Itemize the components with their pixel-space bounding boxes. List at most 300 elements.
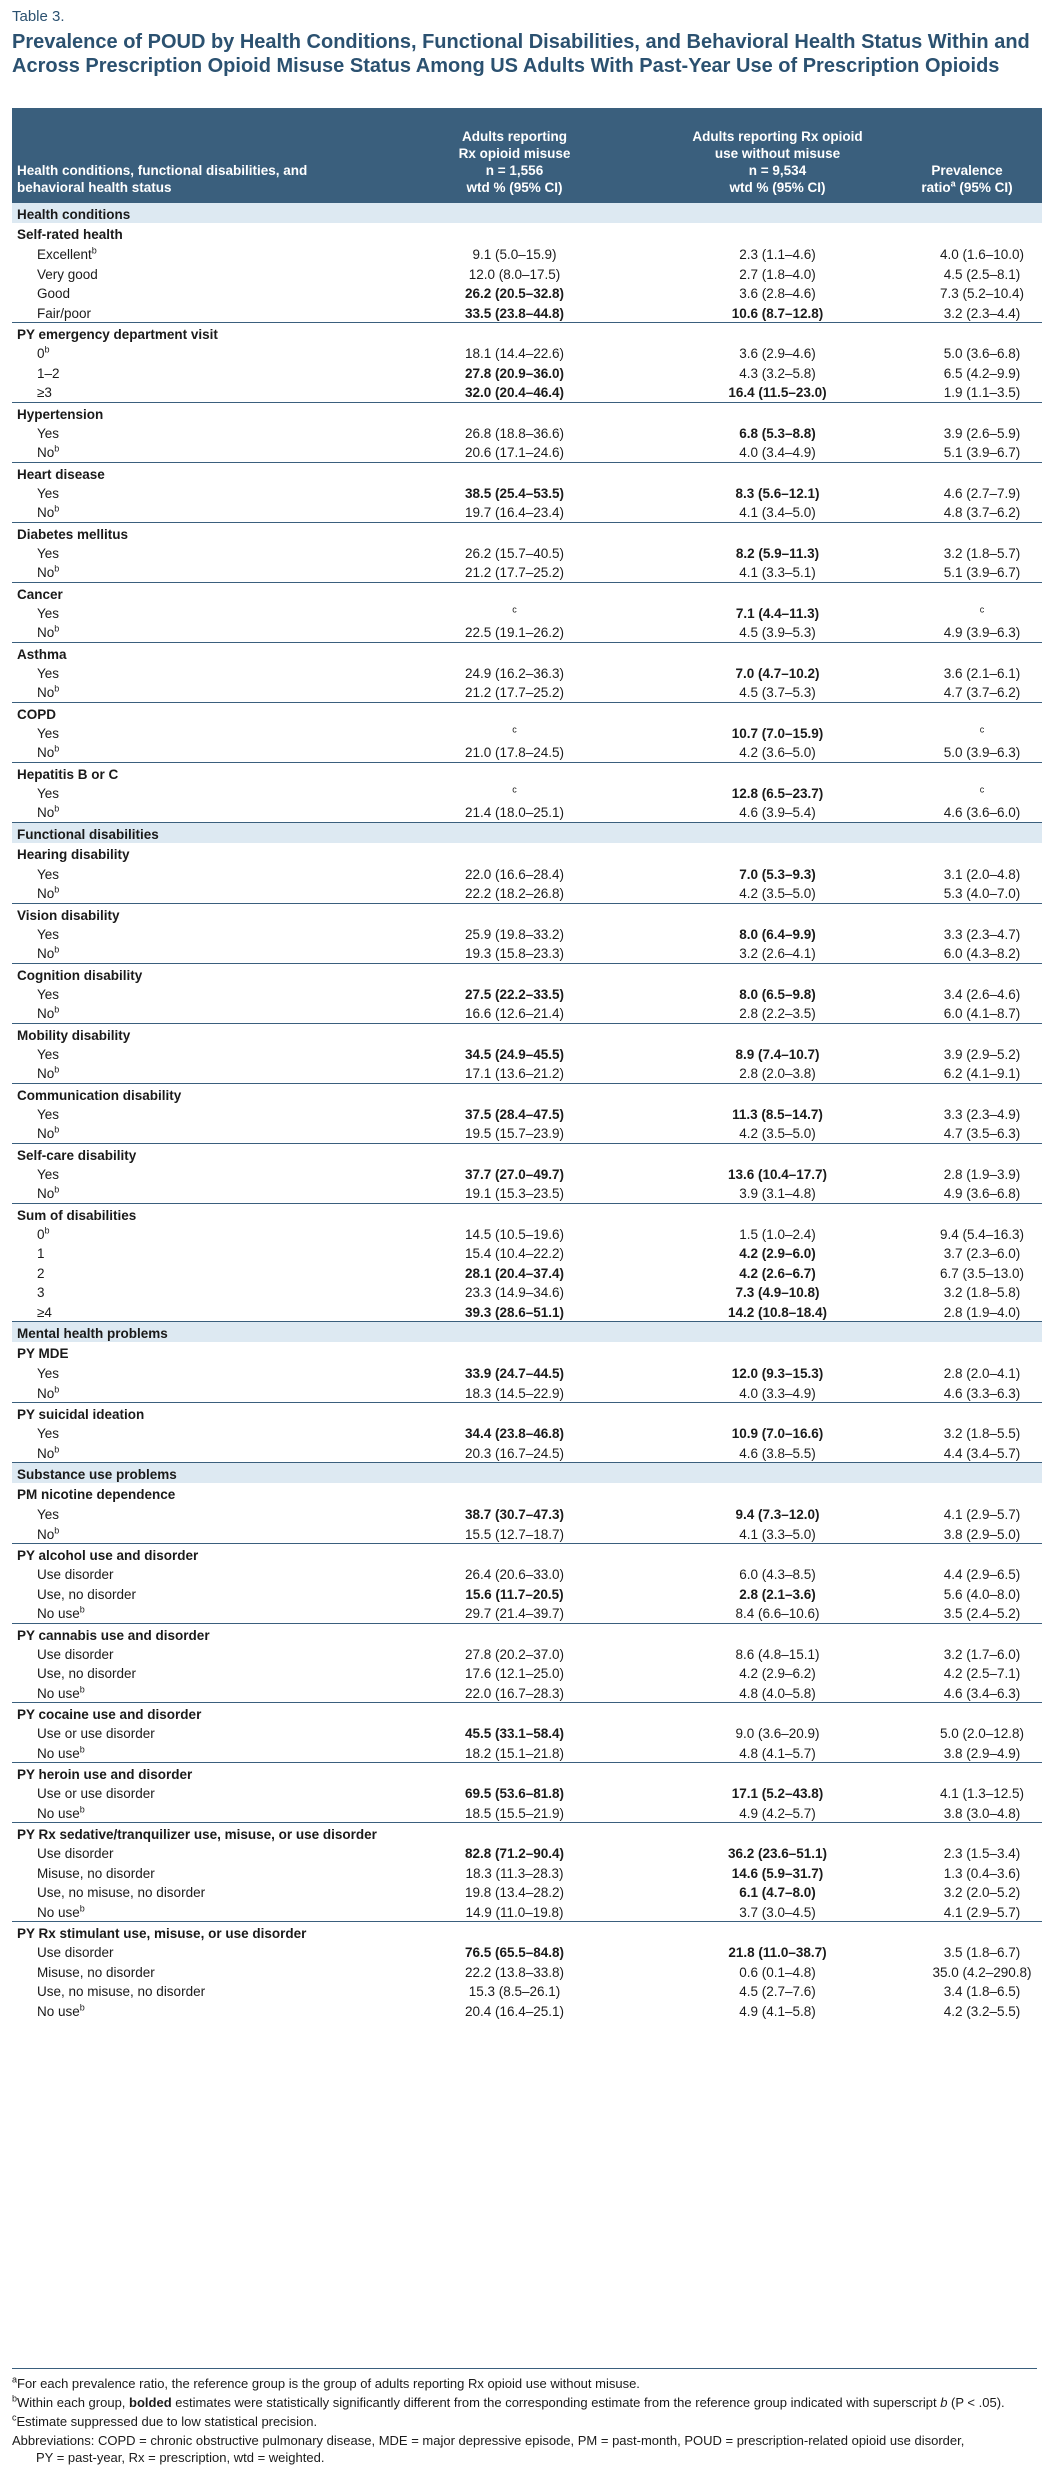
no-misuse-value: 4.2 (3.6–5.0) xyxy=(739,745,816,760)
row-label-text: Yes xyxy=(37,926,60,942)
row-label xyxy=(37,445,59,460)
group-label: PM nicotine dependence xyxy=(17,1487,176,1502)
misuse-value: 33.9 (24.7–44.5) xyxy=(464,1366,565,1381)
header-line: n = 1,556 xyxy=(485,163,544,178)
no-misuse-value: 3.6 (2.8–4.6) xyxy=(739,286,816,301)
footnote-a xyxy=(12,2375,1037,2392)
no-misuse-value: 14.2 (10.8–18.4) xyxy=(727,1304,828,1320)
group-label: Hypertension xyxy=(17,406,104,422)
row-label xyxy=(37,726,59,741)
prevalence-ratio-value: 4.0 (1.6–10.0) xyxy=(939,247,1025,262)
no-misuse-value: 4.8 (4.0–5.8) xyxy=(739,1685,816,1701)
row-label-text: No xyxy=(37,946,55,961)
reference-marker: b xyxy=(54,563,60,574)
misuse-value: 9.1 (5.0–15.9) xyxy=(472,247,557,262)
misuse-value xyxy=(422,726,607,741)
reference-marker: b xyxy=(54,1525,60,1535)
no-misuse-value: 4.0 (3.4–4.9) xyxy=(739,445,816,460)
table-label: Table 3. xyxy=(12,8,65,25)
table-row xyxy=(12,603,1042,623)
reference-marker: b xyxy=(54,1184,60,1195)
misuse-value: 26.8 (18.8–36.6) xyxy=(464,425,565,441)
group-label: Diabetes mellitus xyxy=(17,526,129,542)
misuse-value: 21.4 (18.0–25.1) xyxy=(464,805,565,820)
row-label xyxy=(37,1507,59,1522)
no-misuse-value: 3.6 (2.9–4.6) xyxy=(739,346,816,361)
table-header xyxy=(12,108,1042,202)
group-header xyxy=(12,1822,1042,1843)
no-misuse-value: 4.2 (3.5–5.0) xyxy=(739,1126,816,1141)
prevalence-ratio-value: 4.7 (3.7–6.2) xyxy=(943,685,1021,700)
header-ratio-ci: (95% CI) xyxy=(955,180,1013,195)
table-body xyxy=(12,202,1042,2020)
table-row xyxy=(12,1663,1042,1683)
no-misuse-value: 2.3 (1.1–4.6) xyxy=(739,247,816,262)
no-misuse-value: 4.0 (3.3–4.9) xyxy=(739,1385,816,1401)
prevalence-ratio-value: 35.0 (4.2–290.8) xyxy=(932,1964,1032,1980)
row-label-text: No xyxy=(37,1526,55,1542)
table-row xyxy=(12,1902,1042,1922)
table-row xyxy=(12,483,1042,503)
table-row xyxy=(12,423,1042,443)
no-misuse-value: 17.1 (5.2–43.8) xyxy=(731,1786,824,1801)
table-row xyxy=(12,682,1042,702)
header-line: Adults reporting Rx opioid xyxy=(692,129,863,144)
no-misuse-value: 12.0 (9.3–15.3) xyxy=(731,1366,824,1381)
footnote-b-bold: bolded xyxy=(129,2395,172,2410)
group-header xyxy=(12,1083,1042,1104)
prevalence-ratio-value: 6.2 (4.1–9.1) xyxy=(943,1066,1021,1081)
suppressed-marker: c xyxy=(512,784,517,794)
row-label-text: No xyxy=(37,1385,55,1401)
prevalence-ratio-value: 6.0 (4.1–8.7) xyxy=(943,1006,1021,1021)
row-label-text: 1–2 xyxy=(37,365,60,381)
row-label xyxy=(37,565,59,580)
row-label xyxy=(37,606,59,621)
no-misuse-value: 9.4 (7.3–12.0) xyxy=(735,1507,820,1522)
row-label xyxy=(37,1305,52,1320)
table-row xyxy=(12,1224,1042,1244)
prevalence-ratio-value: 4.6 (2.7–7.9) xyxy=(943,485,1021,501)
group-header xyxy=(12,223,1042,244)
no-misuse-value: 6.1 (4.7–8.0) xyxy=(739,1885,816,1900)
abbreviations xyxy=(12,2432,1037,2466)
row-label-text: Yes xyxy=(37,665,60,681)
footnote-b xyxy=(12,2394,1037,2411)
row-label xyxy=(37,267,98,282)
row-label xyxy=(37,1567,114,1582)
misuse-value: 37.5 (28.4–47.5) xyxy=(464,1106,565,1122)
prevalence-ratio-value: 3.4 (1.8–6.5) xyxy=(943,1984,1021,1999)
misuse-value: 20.4 (16.4–25.1) xyxy=(464,2003,565,2019)
misuse-value: 21.2 (17.7–25.2) xyxy=(464,565,565,580)
section-label: Substance use problems xyxy=(17,1467,177,1482)
table-row xyxy=(12,1423,1042,1443)
prevalence-ratio-value: 3.2 (2.3–4.4) xyxy=(943,305,1021,321)
prevalence-ratio-value: 6.7 (3.5–13.0) xyxy=(939,1265,1025,1281)
row-label xyxy=(37,247,97,262)
no-misuse-value: 6.8 (5.3–8.8) xyxy=(739,425,816,441)
prevalence-ratio-value: 4.2 (3.2–5.5) xyxy=(943,2003,1021,2019)
row-label-text: No xyxy=(37,1066,55,1081)
no-misuse-value: 4.9 (4.2–5.7) xyxy=(739,1805,816,1821)
row-label xyxy=(37,745,59,760)
group-header xyxy=(12,1623,1042,1644)
row-label-text: No xyxy=(37,565,55,580)
row-label xyxy=(37,486,59,501)
group-label: Cognition disability xyxy=(17,967,143,983)
table-row xyxy=(12,663,1042,683)
prevalence-ratio-value: 3.3 (2.3–4.7) xyxy=(943,926,1021,942)
table-row xyxy=(12,1063,1042,1083)
group-header xyxy=(12,1921,1042,1942)
no-misuse-value: 1.5 (1.0–2.4) xyxy=(739,1226,816,1242)
no-misuse-value: 8.0 (6.5–9.8) xyxy=(739,986,816,1002)
no-misuse-value: 12.8 (6.5–23.7) xyxy=(731,785,824,801)
no-misuse-value: 7.0 (4.7–10.2) xyxy=(735,665,820,681)
no-misuse-value: 4.1 (3.3–5.0) xyxy=(739,1526,816,1542)
header-line: Rx opioid misuse xyxy=(458,146,571,161)
no-misuse-value: 4.5 (3.7–5.3) xyxy=(739,685,816,700)
reference-marker: b xyxy=(54,884,60,895)
row-label-text: Yes xyxy=(37,1106,60,1122)
prevalence-ratio-value: 4.4 (3.4–5.7) xyxy=(943,1445,1021,1461)
table-row xyxy=(12,1882,1042,1902)
table-row xyxy=(12,1584,1042,1604)
footnotes xyxy=(12,2368,1037,2468)
row-label-text: No xyxy=(37,1006,55,1021)
row-label-text: Yes xyxy=(37,545,60,561)
table-row xyxy=(12,742,1042,762)
group-label: COPD xyxy=(17,706,57,722)
table-row xyxy=(12,303,1042,323)
suppressed-marker: c xyxy=(512,604,517,614)
prevalence-ratio-value: 3.2 (2.0–5.2) xyxy=(943,1885,1021,1900)
prevalence-ratio-value: 1.9 (1.1–3.5) xyxy=(943,385,1021,400)
prevalence-ratio-value: 5.0 (3.9–6.3) xyxy=(943,745,1021,760)
row-label-text: Yes xyxy=(37,986,60,1002)
table-row xyxy=(12,1843,1042,1863)
reference-marker: b xyxy=(79,2002,85,2012)
row-label-text: Yes xyxy=(37,1426,60,1441)
row-label xyxy=(37,1984,205,1999)
table-row xyxy=(12,622,1042,642)
no-misuse-value: 8.3 (5.6–12.1) xyxy=(735,485,820,501)
reference-marker: b xyxy=(54,803,60,814)
header-line: Health conditions, functional disabilities, and xyxy=(17,163,308,178)
prevalence-ratio-value: 5.0 (2.0–12.8) xyxy=(939,1726,1025,1741)
reference-marker: b xyxy=(54,623,60,634)
footnote-b-marker: b xyxy=(12,2393,18,2404)
misuse-value: 32.0 (20.4–46.4) xyxy=(464,385,565,400)
group-label: PY heroin use and disorder xyxy=(17,1767,193,1782)
table-row xyxy=(12,1962,1042,1982)
row-label-text: No xyxy=(37,1445,55,1461)
prevalence-ratio-value: 5.1 (3.9–6.7) xyxy=(943,565,1021,580)
row-label xyxy=(37,1786,155,1801)
reference-marker: b xyxy=(54,1064,60,1075)
misuse-value: 19.1 (15.3–23.5) xyxy=(464,1186,565,1201)
reference-marker: b xyxy=(79,1604,85,1615)
no-misuse-value: 2.7 (1.8–4.0) xyxy=(739,266,816,282)
table-row xyxy=(12,1863,1042,1883)
no-misuse-value: 6.0 (4.3–8.5) xyxy=(739,1567,816,1582)
row-label-text: No xyxy=(37,625,55,640)
row-label-text: Use disorder xyxy=(37,1945,114,1960)
row-label xyxy=(37,1446,59,1461)
prevalence-ratio-value: 5.1 (3.9–6.7) xyxy=(943,445,1021,460)
row-label xyxy=(37,1866,155,1881)
row-label-text: No use xyxy=(37,1805,80,1821)
header-col-ratio xyxy=(892,162,1042,196)
row-label-text: Use, no misuse, no disorder xyxy=(37,1885,206,1900)
no-misuse-value: 4.2 (2.9–6.0) xyxy=(739,1246,816,1261)
prevalence-ratio-value: 3.9 (2.9–5.2) xyxy=(943,1046,1021,1062)
table-row xyxy=(12,883,1042,903)
group-header xyxy=(12,462,1042,483)
row-label-text: Misuse, no disorder xyxy=(37,1964,155,1980)
row-label-text: No use xyxy=(37,2003,80,2019)
misuse-value: 14.9 (11.0–19.8) xyxy=(465,1904,564,1920)
table-row xyxy=(12,343,1042,363)
row-label xyxy=(37,1107,59,1122)
misuse-value: 38.5 (25.4–53.5) xyxy=(464,485,565,501)
group-header xyxy=(12,1203,1042,1224)
row-label xyxy=(37,1285,45,1300)
misuse-value: 15.5 (12.7–18.7) xyxy=(464,1526,565,1542)
reference-marker: b xyxy=(54,503,60,514)
misuse-value: 27.8 (20.9–36.0) xyxy=(464,365,565,381)
row-label xyxy=(37,1806,85,1821)
misuse-value: 22.5 (19.1–26.2) xyxy=(464,625,565,640)
row-label-text: Use disorder xyxy=(37,1846,114,1861)
no-misuse-value: 13.6 (10.4–17.7) xyxy=(727,1166,828,1182)
prevalence-ratio-value: 2.8 (1.9–3.9) xyxy=(943,1166,1021,1182)
row-label xyxy=(37,1126,59,1141)
no-misuse-value: 7.3 (4.9–10.8) xyxy=(735,1285,820,1300)
prevalence-ratio-value: 6.0 (4.3–8.2) xyxy=(943,946,1021,961)
table-row xyxy=(12,1504,1042,1524)
group-header xyxy=(12,903,1042,924)
no-misuse-value: 0.6 (0.1–4.8) xyxy=(739,1964,816,1980)
row-label xyxy=(37,1606,85,1621)
table-row xyxy=(12,1803,1042,1823)
row-label-text: Use disorder xyxy=(37,1567,114,1582)
row-label xyxy=(37,786,59,801)
row-label xyxy=(37,1246,45,1261)
row-label-text: No xyxy=(37,805,55,820)
section-header xyxy=(12,1462,1042,1483)
misuse-value: 45.5 (33.1–58.4) xyxy=(464,1726,565,1741)
row-label-text: No xyxy=(37,1186,55,1201)
prevalence-ratio-value: 4.1 (1.3–12.5) xyxy=(939,1786,1025,1801)
table-row xyxy=(12,363,1042,383)
misuse-value: 15.4 (10.4–22.2) xyxy=(464,1246,565,1261)
row-label xyxy=(37,426,59,441)
row-label-text: ≥4 xyxy=(37,1304,52,1320)
header-line: wtd % (95% CI) xyxy=(466,180,563,195)
prevalence-ratio-value: 3.8 (3.0–4.8) xyxy=(943,1805,1021,1821)
prevalence-ratio-value: 4.6 (3.3–6.3) xyxy=(943,1385,1021,1401)
row-label-text: 2 xyxy=(37,1265,45,1281)
header-line xyxy=(892,179,1042,196)
table-row xyxy=(12,442,1042,462)
section-label: Health conditions xyxy=(17,207,131,222)
row-label xyxy=(37,1846,114,1861)
row-label-text: Yes xyxy=(37,866,60,882)
footnote-c-marker: c xyxy=(12,2412,17,2423)
row-label-text: Good xyxy=(37,286,71,301)
row-label xyxy=(37,1885,205,1900)
row-label xyxy=(37,1006,59,1021)
abbreviations-line-1: Abbreviations: COPD = chronic obstructive pulmonary disease, MDE = major depressive episode, PM = past-month, POUD = prescription-related opioid use disorder, xyxy=(12,2433,965,2448)
row-label xyxy=(37,666,59,681)
group-label: PY Rx stimulant use, misuse, or use disorder xyxy=(17,1926,307,1941)
header-line: Prevalence xyxy=(931,163,1003,178)
table-row xyxy=(12,1524,1042,1544)
row-label xyxy=(37,927,59,942)
row-label-text: Yes xyxy=(37,605,60,621)
misuse-value: 76.5 (65.5–84.8) xyxy=(464,1945,565,1960)
no-misuse-value: 3.9 (3.1–4.8) xyxy=(739,1186,816,1201)
row-label xyxy=(37,1426,59,1441)
row-label-text: Yes xyxy=(37,1366,60,1381)
no-misuse-value: 10.7 (7.0–15.9) xyxy=(731,725,824,741)
misuse-value: 17.6 (12.1–25.0) xyxy=(464,1666,565,1681)
table-row xyxy=(12,1783,1042,1803)
table-row xyxy=(12,1981,1042,2001)
misuse-value: 18.3 (11.3–28.3) xyxy=(465,1865,564,1881)
row-label-text: No xyxy=(37,685,55,700)
no-misuse-value: 4.2 (2.6–6.7) xyxy=(739,1265,816,1281)
no-misuse-value: 2.8 (2.1–3.6) xyxy=(739,1586,816,1602)
no-misuse-value: 4.1 (3.3–5.1) xyxy=(739,565,816,580)
prevalence-ratio-value: 7.3 (5.2–10.4) xyxy=(939,286,1025,301)
table-row xyxy=(12,1644,1042,1664)
prevalence-ratio-value: 3.8 (2.9–5.0) xyxy=(943,1526,1021,1542)
group-label: PY cannabis use and disorder xyxy=(17,1627,210,1643)
reference-marker: b xyxy=(44,1225,50,1235)
no-misuse-value: 4.5 (3.9–5.3) xyxy=(739,625,816,640)
group-label: PY alcohol use and disorder xyxy=(17,1548,199,1563)
prevalence-ratio-value: 3.5 (2.4–5.2) xyxy=(943,1606,1021,1621)
footnote-b-text-1: Within each group, xyxy=(17,2395,130,2410)
reference-marker: b xyxy=(79,1744,85,1754)
row-label xyxy=(37,2004,85,2019)
row-label-text: No use xyxy=(37,1606,80,1621)
row-label-text: No xyxy=(37,505,55,520)
prevalence-ratio-value: 4.4 (2.9–6.5) xyxy=(943,1567,1021,1582)
no-misuse-value: 8.9 (7.4–10.7) xyxy=(735,1046,820,1062)
group-header xyxy=(12,322,1042,343)
group-label: PY MDE xyxy=(17,1346,69,1361)
no-misuse-value: 4.3 (3.2–5.8) xyxy=(739,365,816,381)
footnote-c-text: Estimate suppressed due to low statistical precision. xyxy=(16,2414,318,2429)
no-misuse-value: 4.1 (3.4–5.0) xyxy=(739,505,816,520)
misuse-value: 19.8 (13.4–28.2) xyxy=(464,1885,565,1900)
misuse-value: 26.2 (20.5–32.8) xyxy=(464,286,565,301)
no-misuse-value: 8.6 (4.8–15.1) xyxy=(735,1646,820,1662)
misuse-value: 26.4 (20.6–33.0) xyxy=(464,1567,565,1582)
row-label xyxy=(37,1366,59,1381)
row-label xyxy=(37,546,59,561)
group-header xyxy=(12,843,1042,864)
header-col-misuse xyxy=(422,128,607,196)
prevalence-ratio-value xyxy=(907,786,1042,801)
group-header xyxy=(12,1402,1042,1423)
row-label-text: Fair/poor xyxy=(37,305,92,321)
misuse-value: 22.0 (16.7–28.3) xyxy=(464,1685,565,1701)
prevalence-ratio-value: 3.5 (1.8–6.7) xyxy=(943,1945,1021,1960)
reference-marker: b xyxy=(54,944,60,955)
prevalence-ratio-value: 6.5 (4.2–9.9) xyxy=(943,365,1021,381)
reference-marker: b xyxy=(79,1684,85,1694)
prevalence-ratio-value: 3.8 (2.9–4.9) xyxy=(943,1745,1021,1761)
row-label-text: Use, no disorder xyxy=(37,1586,137,1602)
prevalence-ratio-value: 3.9 (2.6–5.9) xyxy=(943,425,1021,441)
footnote-b-text-2: estimates were statistically significantly different from the corresponding estimate from the reference group indicated with superscript xyxy=(171,2395,941,2410)
no-misuse-value: 4.8 (4.1–5.7) xyxy=(739,1745,816,1761)
row-label xyxy=(37,385,52,400)
header-line: Adults reporting xyxy=(462,129,567,144)
table-row xyxy=(12,1104,1042,1124)
row-label-text: Use, no disorder xyxy=(37,1666,137,1681)
row-label-text: No use xyxy=(37,1745,80,1761)
no-misuse-value: 8.0 (6.4–9.9) xyxy=(739,926,816,942)
misuse-value: 22.2 (18.2–26.8) xyxy=(464,886,565,901)
section-header xyxy=(12,202,1042,223)
header-line: n = 9,534 xyxy=(748,163,807,178)
no-misuse-value: 8.4 (6.6–10.6) xyxy=(735,1606,820,1621)
row-label-text: Excellent xyxy=(37,247,92,262)
suppressed-marker: c xyxy=(979,784,985,794)
table-row xyxy=(12,984,1042,1004)
misuse-value: 20.6 (17.1–24.6) xyxy=(464,445,565,460)
group-header xyxy=(12,642,1042,663)
prevalence-ratio-value: 2.8 (1.9–4.0) xyxy=(943,1304,1021,1320)
prevalence-ratio-value: 3.4 (2.6–4.6) xyxy=(943,986,1021,1002)
prevalence-ratio-value: 3.2 (1.8–5.8) xyxy=(943,1285,1021,1300)
group-header xyxy=(12,582,1042,603)
prevalence-ratio-value: 2.3 (1.5–3.4) xyxy=(943,1846,1021,1861)
table-row xyxy=(12,562,1042,582)
prevalence-ratio-value: 4.8 (3.7–6.2) xyxy=(943,505,1021,520)
abbreviations-line-2: PY = past-year, Rx = prescription, wtd = weighted. xyxy=(36,2450,325,2465)
group-label: Asthma xyxy=(17,646,67,662)
no-misuse-value: 7.1 (4.4–11.3) xyxy=(735,605,820,621)
misuse-value: 12.0 (8.0–17.5) xyxy=(468,266,561,282)
prevalence-ratio-value: 3.3 (2.3–4.9) xyxy=(943,1106,1021,1122)
row-label-text: No use xyxy=(37,1685,80,1701)
prevalence-ratio-value: 2.8 (2.0–4.1) xyxy=(943,1366,1021,1381)
row-label xyxy=(37,1686,85,1701)
group-label: Vision disability xyxy=(17,907,120,923)
reference-marker: b xyxy=(91,245,97,256)
row-label-text: No xyxy=(37,745,55,760)
table-row xyxy=(12,1282,1042,1302)
row-label xyxy=(37,1047,59,1062)
row-label xyxy=(37,1726,155,1741)
table-row xyxy=(12,1302,1042,1322)
row-label xyxy=(37,987,59,1002)
prevalence-ratio-value: 4.9 (3.9–6.3) xyxy=(943,625,1021,640)
misuse-value: 37.7 (27.0–49.7) xyxy=(464,1166,565,1182)
section-header xyxy=(12,1321,1042,1342)
row-label-text: No xyxy=(37,1126,55,1141)
table-row xyxy=(12,802,1042,822)
header-col-condition xyxy=(17,162,397,196)
row-label-text: No use xyxy=(37,1904,80,1920)
